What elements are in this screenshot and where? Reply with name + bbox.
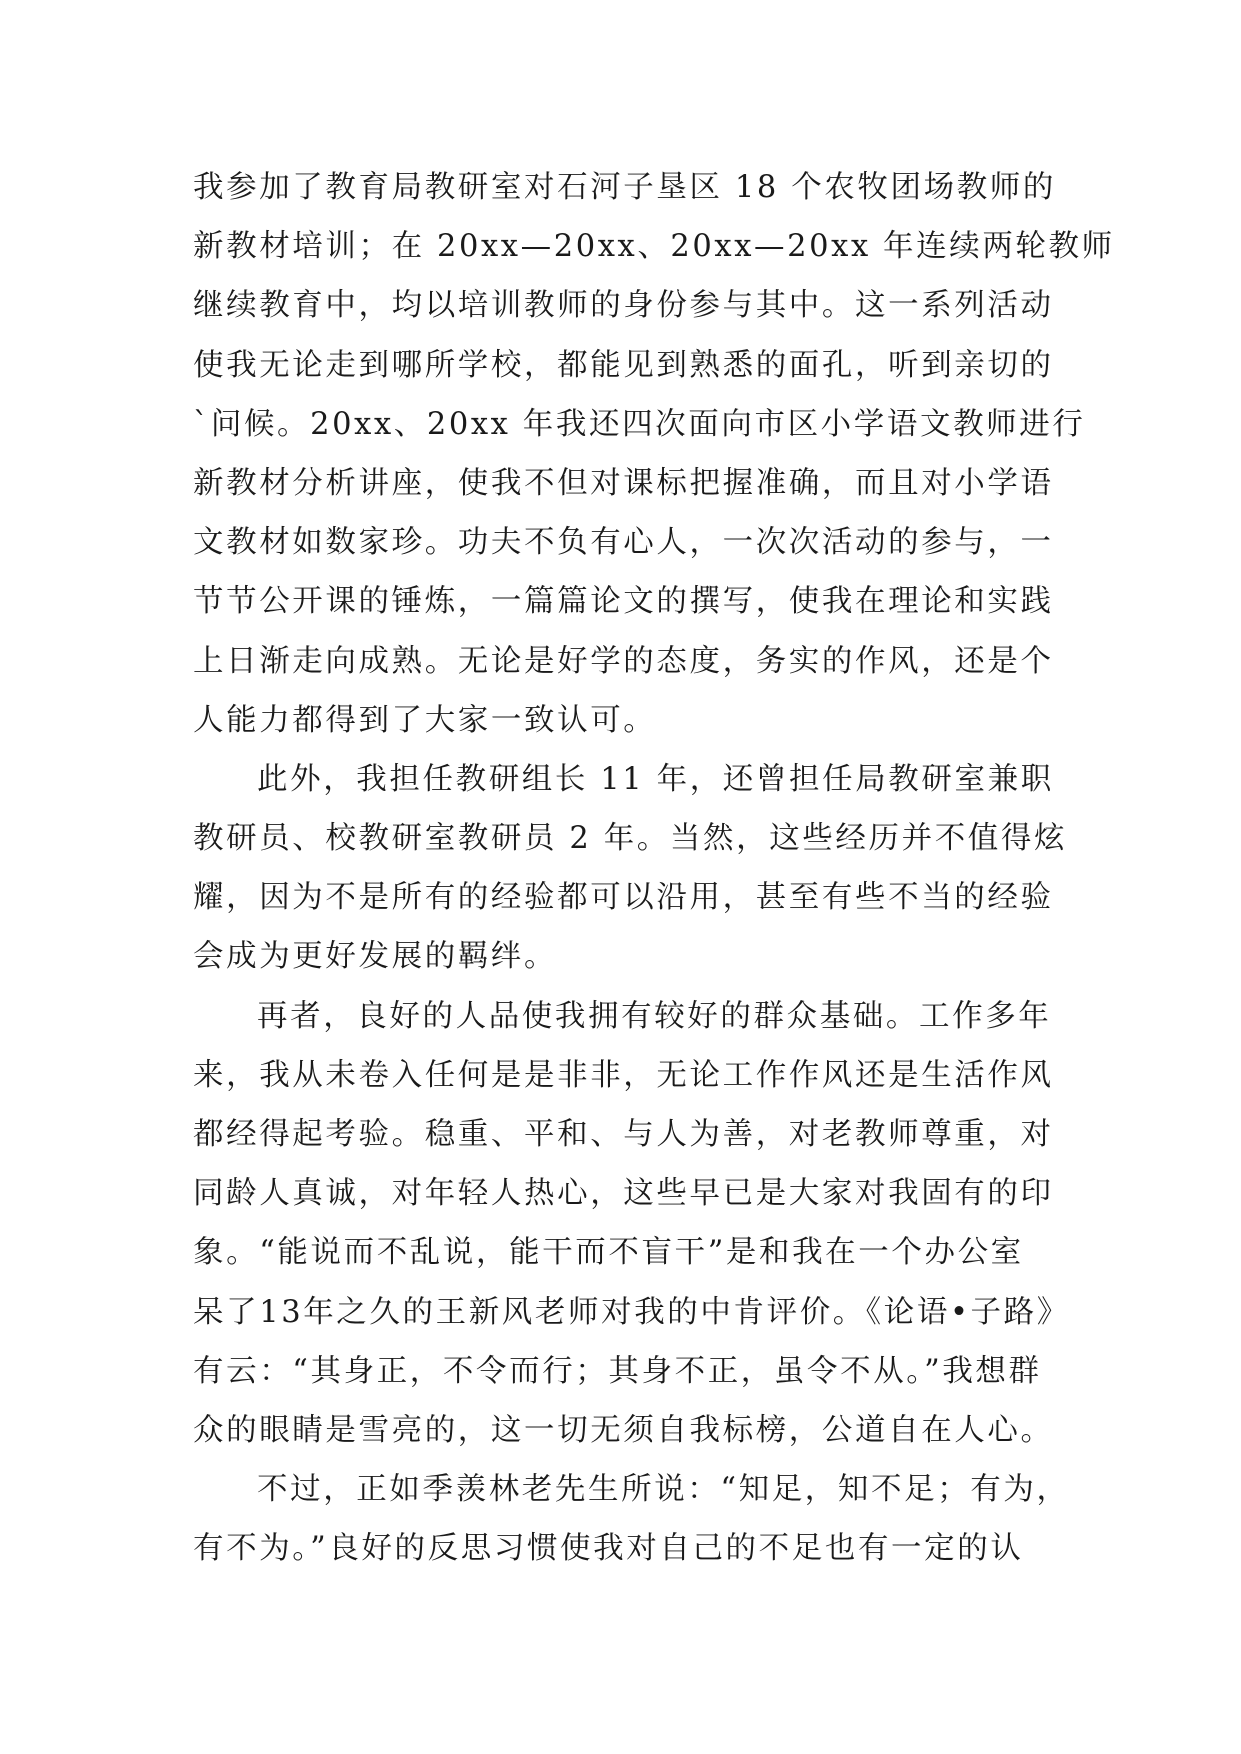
text-line: 有不为。”良好的反思习惯使我对自己的不足也有一定的认 [193, 1531, 1024, 1567]
text-line: 来，我从未卷入任何是是非非，无论工作作风还是生活作风 [193, 1057, 1054, 1093]
text-line: 呆了13年之久的王新风老师对我的中肯评价。《论语•子路》 [193, 1294, 1070, 1330]
text-line: 象。“能说而不乱说，能干而不盲干”是和我在一个办公室 [193, 1235, 1024, 1271]
text-line: 耀，因为不是所有的经验都可以沿用，甚至有些不当的经验 [193, 880, 1054, 916]
text-line: 使我无论走到哪所学校，都能见到熟悉的面孔，听到亲切的 [193, 347, 1054, 383]
text-line: 节节公开课的锤炼，一篇篇论文的撰写，使我在理论和实践 [193, 584, 1054, 620]
text-line: 同龄人真诚，对年轻人热心，这些早已是大家对我固有的印 [193, 1176, 1054, 1212]
paragraph [193, 750, 1073, 987]
body-text [193, 158, 1115, 1579]
text-line: 会成为更好发展的羁绊。 [193, 939, 558, 975]
paragraph [193, 1460, 1073, 1578]
text-line: 此外，我担任教研组长 11 年，还曾担任局教研室兼职 [257, 761, 1054, 797]
text-line: 新教材培训；在 20xx—20xx、20xx—20xx 年连续两轮教师 [193, 229, 1115, 265]
text-line: 人能力都得到了大家一致认可。 [193, 702, 657, 738]
paragraph [193, 987, 1073, 1461]
text-line: 有云：“其身正，不令而行；其身不正，虽令不从。”我想群 [193, 1353, 1042, 1389]
paragraph [193, 158, 1115, 750]
text-line: 文教材如数家珍。功夫不负有心人，一次次活动的参与，一 [193, 525, 1054, 561]
text-line: 我参加了教育局教研室对石河子垦区 18 个农牧团场教师的 [193, 170, 1056, 205]
text-line: 再者，良好的人品使我拥有较好的群众基础。工作多年 [257, 998, 1052, 1034]
text-line: 众的眼睛是雪亮的，这一切无须自我标榜，公道自在人心。 [193, 1412, 1054, 1448]
text-line: 新教材分析讲座，使我不但对课标把握准确，而且对小学语 [193, 465, 1054, 501]
text-line: 继续教育中，均以培训教师的身份参与其中。这一系列活动 [193, 288, 1054, 324]
text-line: 都经得起考验。稳重、平和、与人为善，对老教师尊重，对 [193, 1117, 1054, 1152]
text-line: `问候。20xx、20xx 年我还四次面向市区小学语文教师进行 [193, 406, 1086, 442]
text-line: 不过，正如季羡林老先生所说：“知足，知不足；有为， [257, 1472, 1070, 1508]
text-line: 教研员、校教研室教研员 2 年。当然，这些经历并不值得炫 [193, 821, 1068, 857]
text-line: 上日渐走向成熟。无论是好学的态度，务实的作风，还是个 [193, 643, 1054, 679]
